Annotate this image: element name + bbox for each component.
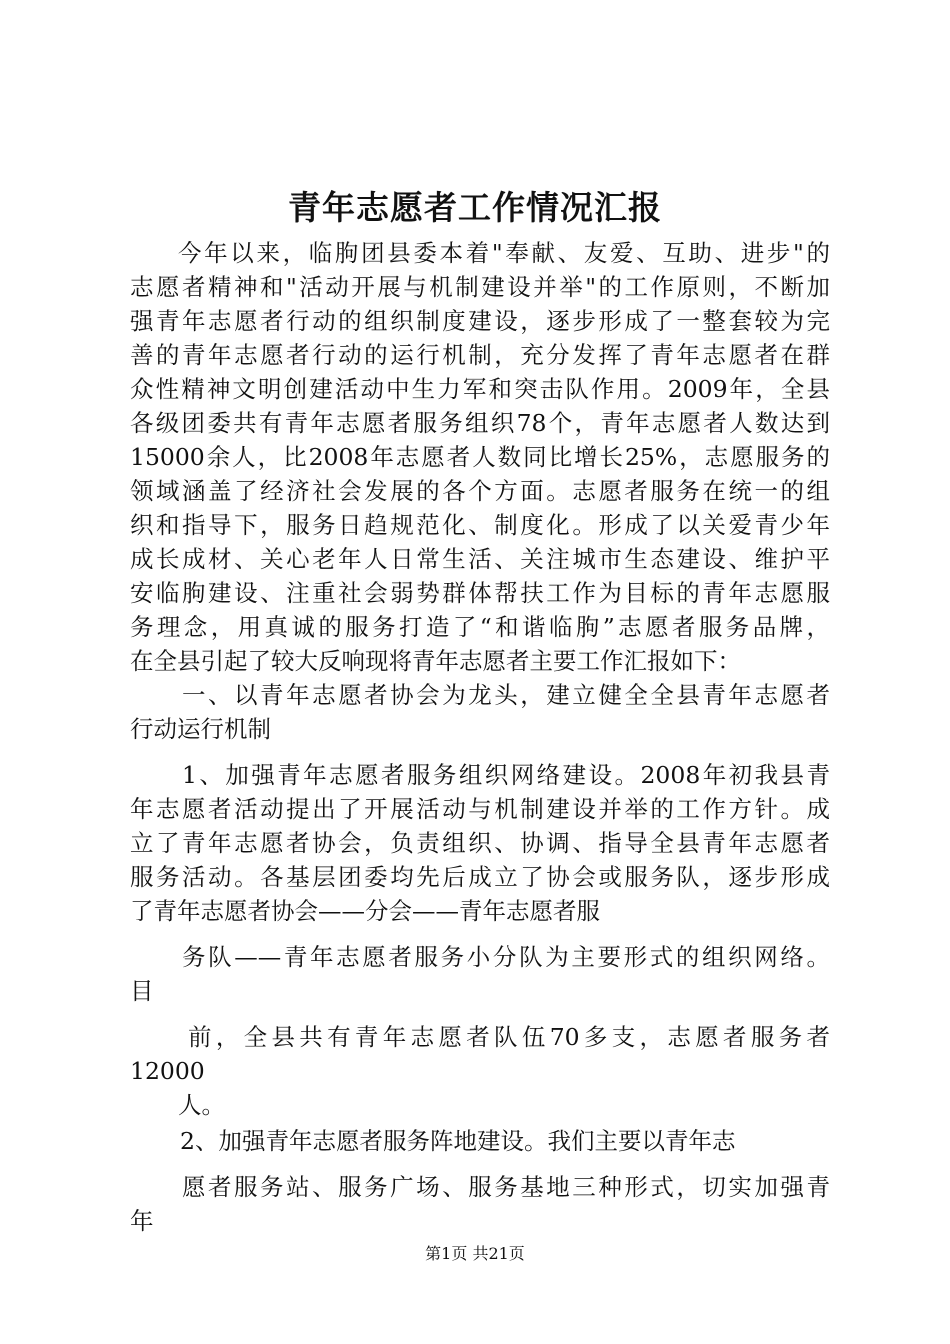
paragraph-line: 了青年志愿者协会——分会——青年志愿者服 [130, 897, 600, 925]
paragraph-line: 志愿者精神和"活动开展与机制建设并举"的工作原则，不断加 [130, 273, 830, 301]
paragraph-line: 各级团委共有青年志愿者服务组织78个，青年志愿者人数达到 [130, 409, 830, 437]
paragraph-line: 1、加强青年志愿者服务组织网络建设。2008年初我县青 [182, 761, 830, 789]
section-heading-line: 行动运行机制 [130, 715, 271, 743]
paragraph-line: 在全县引起了较大反响现将青年志愿者主要工作汇报如下： [130, 647, 741, 675]
paragraph-line: 安临朐建设、注重社会弱势群体帮扶工作为目标的青年志愿服 [130, 579, 830, 607]
paragraph-line: 织和指导下，服务日趋规范化、制度化。形成了以关爱青少年 [130, 511, 830, 539]
paragraph-line: 善的青年志愿者行动的运行机制，充分发挥了青年志愿者在群 [130, 341, 830, 369]
paragraph-line: 服务活动。各基层团委均先后成立了协会或服务队，逐步形成 [130, 863, 830, 891]
paragraph-line: 人。 [178, 1091, 225, 1119]
paragraph-line: 年 [130, 1207, 154, 1235]
section-heading-line: 一、以青年志愿者协会为龙头，建立健全全县青年志愿者 [182, 681, 830, 709]
paragraph-line: 目 [130, 977, 154, 1005]
paragraph-line: 务队——青年志愿者服务小分队为主要形式的组织网络。 [182, 943, 830, 971]
paragraph-line: 立了青年志愿者协会，负责组织、协调、指导全县青年志愿者 [130, 829, 830, 857]
paragraph-line: 今年以来，临朐团县委本着"奉献、友爱、互助、进步"的 [178, 239, 830, 267]
paragraph-line: 15000余人，比2008年志愿者人数同比增长25%，志愿服务的 [130, 443, 830, 471]
paragraph-line: 领域涵盖了经济社会发展的各个方面。志愿者服务在统一的组 [130, 477, 830, 505]
paragraph-line: 成长成材、关心老年人日常生活、关注城市生态建设、维护平 [130, 545, 830, 573]
document-title: 青年志愿者工作情况汇报 [288, 188, 662, 227]
paragraph-line: 12000 [130, 1057, 205, 1085]
paragraph-line: 愿者服务站、服务广场、服务基地三种形式，切实加强青 [182, 1173, 830, 1201]
page-footer: 第1页 共21页 [425, 1244, 525, 1263]
paragraph-line: 强青年志愿者行动的组织制度建设，逐步形成了一整套较为完 [130, 307, 830, 335]
paragraph-line: 务理念，用真诚的服务打造了“和谐临朐”志愿者服务品牌， [130, 613, 830, 641]
paragraph-line: 前，全县共有青年志愿者队伍70多支，志愿者服务者 [188, 1023, 830, 1051]
paragraph-line: 众性精神文明创建活动中生力军和突击队作用。2009年，全县 [130, 375, 830, 403]
paragraph-line: 2、加强青年志愿者服务阵地建设。我们主要以青年志 [180, 1127, 736, 1155]
paragraph-line: 年志愿者活动提出了开展活动与机制建设并举的工作方针。成 [130, 795, 830, 823]
